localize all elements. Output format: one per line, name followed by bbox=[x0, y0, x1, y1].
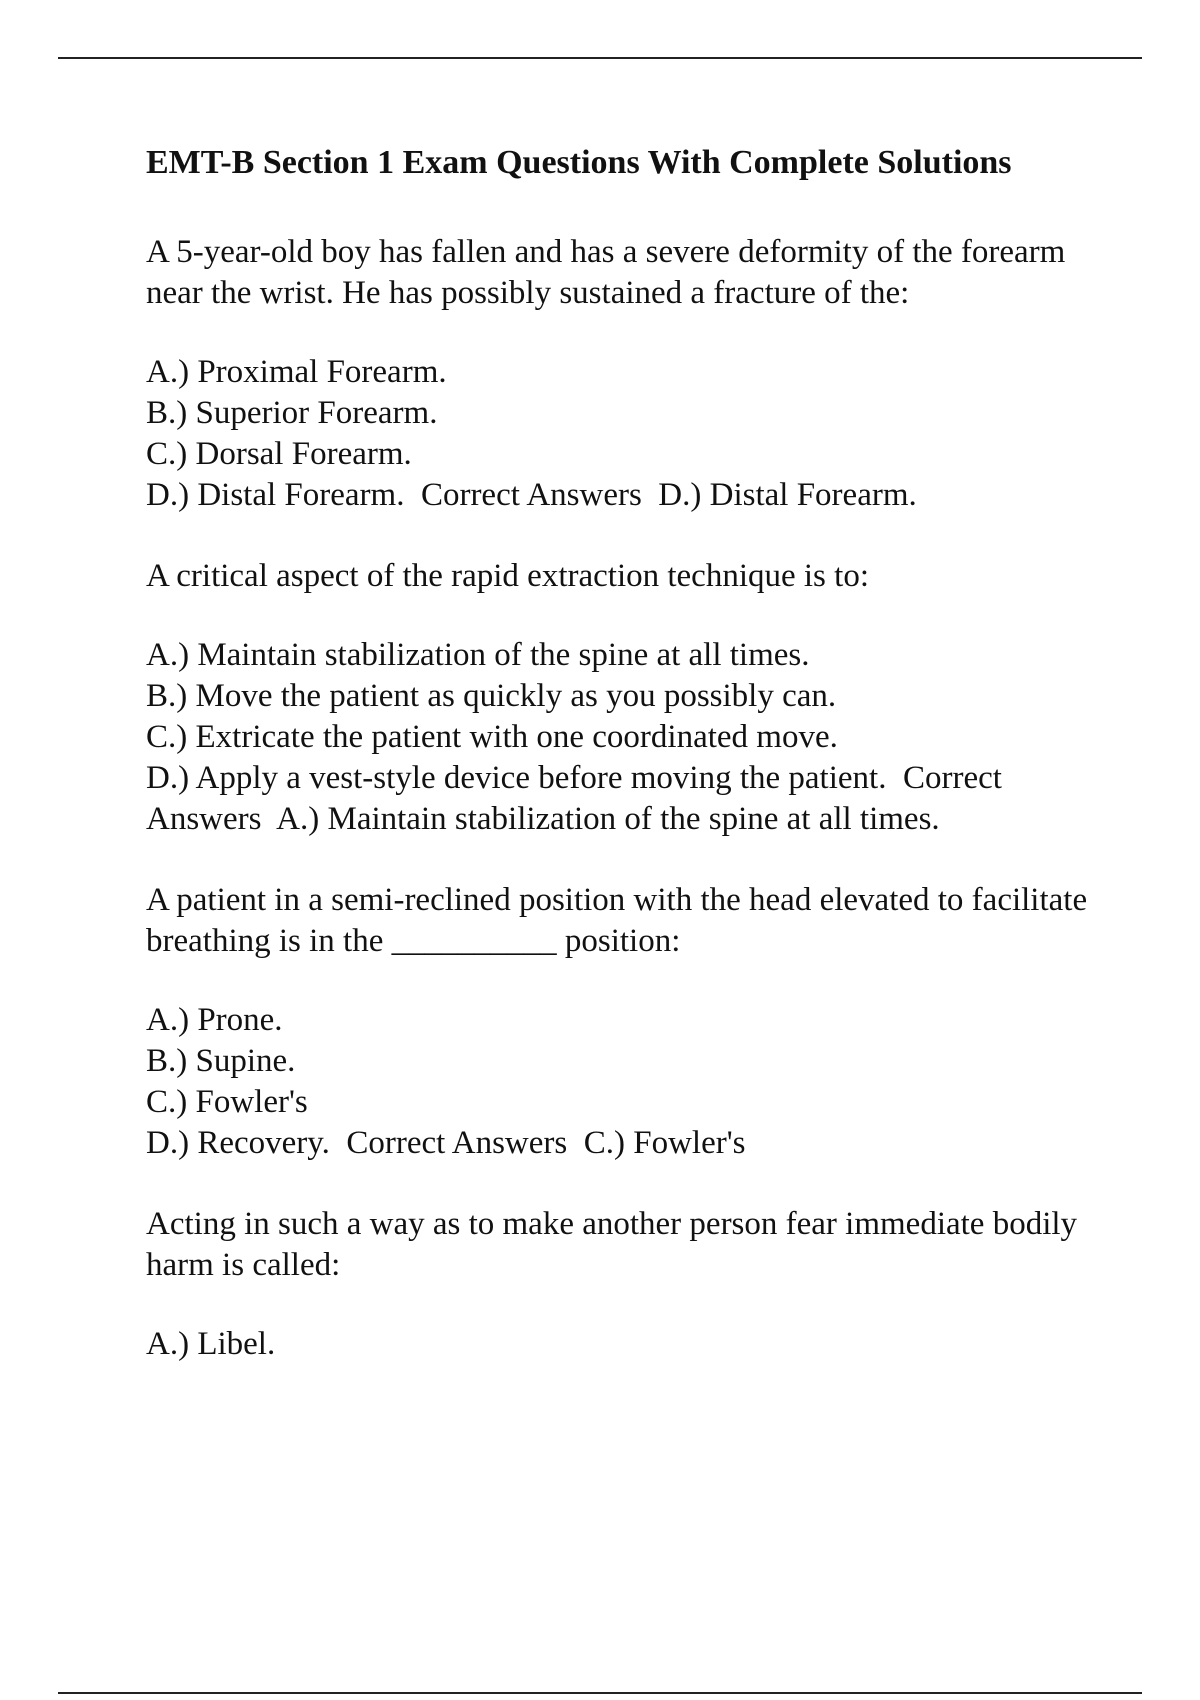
answer-option: B.) Move the patient as quickly as you possibly can. bbox=[146, 678, 837, 714]
answer-option: A.) Libel. bbox=[146, 1326, 276, 1362]
answer-option: C.) Fowler's bbox=[146, 1084, 308, 1120]
answer-option: B.) Supine. bbox=[146, 1043, 296, 1079]
question-2 bbox=[146, 556, 1106, 840]
answer-option-with-solution: D.) Recovery. Correct Answers C.) Fowler's bbox=[146, 1125, 746, 1161]
question-3 bbox=[146, 880, 1106, 1164]
spacer bbox=[146, 840, 1106, 880]
question-1 bbox=[146, 232, 1106, 516]
question-text: Acting in such a way as to make another person fear immediate bodily harm is called: bbox=[146, 1206, 1078, 1283]
bottom-rule bbox=[58, 1692, 1142, 1694]
spacer bbox=[146, 1164, 1106, 1204]
question-text: A critical aspect of the rapid extraction technique is to: bbox=[146, 558, 869, 594]
question-text: A patient in a semi-reclined position with the head elevated to facilitate breathing is in the __________ position: bbox=[146, 882, 1088, 959]
answer-option-with-solution: D.) Distal Forearm. Correct Answers D.) Distal Forearm. bbox=[146, 477, 917, 513]
question-text: A 5-year-old boy has fallen and has a severe deformity of the forearm near the wrist. He has possibly sustained a fracture of the: bbox=[146, 234, 1066, 311]
spacer bbox=[146, 516, 1106, 556]
question-4 bbox=[146, 1204, 1106, 1365]
answer-option-with-solution: D.) Apply a vest-style device before moving the patient. Correct Answers A.) Maintain stabilization of the spine at all times. bbox=[146, 760, 1009, 837]
document-body bbox=[146, 140, 1106, 1365]
top-rule bbox=[58, 57, 1142, 59]
answer-option: C.) Extricate the patient with one coordinated move. bbox=[146, 719, 838, 755]
answer-option: A.) Proximal Forearm. bbox=[146, 354, 447, 390]
answer-option: C.) Dorsal Forearm. bbox=[146, 436, 412, 472]
answer-option: A.) Prone. bbox=[146, 1002, 283, 1038]
answer-option: B.) Superior Forearm. bbox=[146, 395, 438, 431]
answer-option: A.) Maintain stabilization of the spine at all times. bbox=[146, 637, 810, 673]
document-title: EMT-B Section 1 Exam Questions With Complete Solutions bbox=[146, 144, 1012, 181]
